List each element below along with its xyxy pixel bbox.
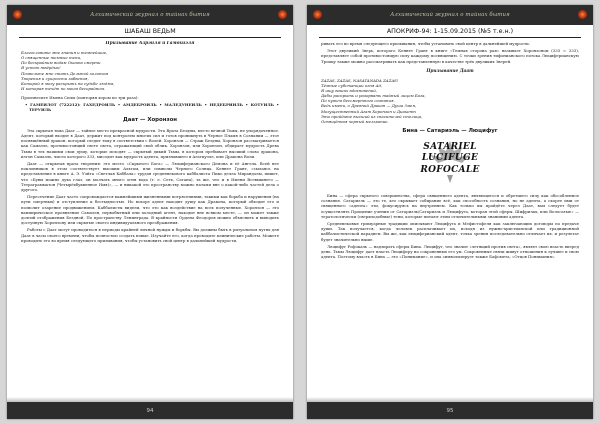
right-header-title: Алхимический журнал о тайнах бытия bbox=[390, 12, 510, 18]
left-page bbox=[7, 5, 293, 419]
right-paragraph: Бина — сфера скрытого совершенства, сфера священного адепта, являющегося и обретшего силу как обособленное сознание. Сатариэль — это те, кто скрывает собирание всё, как способность сознания, но не адепта, а скорее ими от священного «адепта» эти, фокусируясь на внутреннем. Как только вы пройдёте через Даат, вам следует будет осуществлять Прощение учения от Сатариэль/Сатариэль и Люцифуга, которая этой сферы. Шифрилах, или Волосатые» — тератологически (сверхподобные) тени, которые питают этим отличительными знаниями адепта. bbox=[321, 193, 579, 219]
right-invocation-verse bbox=[321, 78, 579, 124]
verse-line: Тёмные субстанции огня Ад, bbox=[321, 83, 383, 89]
verse-line: Это пройдите высший из спасителей столица, bbox=[321, 113, 423, 119]
verse-line: Благословите мне знания и темнейшие, bbox=[21, 50, 108, 56]
verse-line: Могущественный Агат Хоронзон и Диакент bbox=[321, 108, 416, 114]
verse-line: Ведь имени, о Древний Дракон — Душа Змея, bbox=[321, 103, 417, 109]
left-header-title: Алхимический журнал о тайнах бытия bbox=[90, 12, 210, 18]
right-invocation-title: Призывание Даат bbox=[426, 68, 474, 74]
formula-bullet-text: ГАМЕИЛОТ (722212): ГАХЕДРОИЛЬ • АМДЕБРОИЛЬ • МАЛЕДУНЕИЛЬ • НЕДЕБРИИЛЬ • КОТУИЛЬ • ТЕРУИЛЬ bbox=[29, 102, 279, 113]
verse-line: Я устою твёрдых! bbox=[21, 65, 61, 71]
left-paragraph: Пересечение Даат часто сопровождается важнейшими жизненными потрясениями, такими как борьба и нарушения (на пути смертных) и отступление к бестыдностью. Но вскоре адепт находит душу как Дракона, который обходит его и позволит озарение продвижением. Каббалисты видели, что это как воздействие на всех полученные. Хоронзон — это вампирическое проявление Самаэля, первобытный или холодный агент, находит вне всяком месте, — он может также долгий отображения Бездной. По пространству Ленинграда. В крайности Ордена Феодоров можно объяснить и выводить доступную Хоронзону или скрытые своего индивидуального преображения. bbox=[21, 194, 279, 226]
left-invocation-title: Призывание Азрэиля и Гамохиэля bbox=[105, 41, 195, 46]
verse-line: Освящённая черный мелькание. bbox=[321, 118, 389, 124]
verse-line: Которой я могу раскрыть на судьбе людям, bbox=[21, 80, 115, 86]
verse-line: По бескрайним водам Океана смерти bbox=[21, 60, 101, 66]
left-section-title: Даат — Хоронзон bbox=[122, 116, 178, 123]
right-section-title: Бина — Сатариэль — Люцифуг bbox=[402, 127, 498, 134]
flame-ornament-icon bbox=[13, 10, 22, 19]
left-footer-bar bbox=[7, 402, 293, 419]
verse-line: Позвольте мне стать Дельтой золотом bbox=[21, 70, 109, 76]
logo-line-1: SATARIEL bbox=[423, 142, 477, 153]
verse-line: ZAZAS, ZAZAS, NASATANADA ZAZAS! bbox=[321, 78, 399, 84]
right-paragraph: Люцифуг Рофокаль — надзирать сферы Бина. Люцифуг, что значит «летящий против света», являет свою власть вперед день. Тьмы Люцифуг дает власть Люциферу на сокровенных его ум. Сокровенные связи живут отношения к лучшее и свою адепта. Поэтому власть в Бина — это «Понимание», и она символизирует также Бафомета, «Отцов Понимания». bbox=[321, 243, 579, 260]
verse-line: И которая течёт по моим бескрайним. bbox=[21, 85, 106, 91]
right-intro-paragraph: ривать его во время следующего призывания, чтобы установить свой центр в дальнейшей мудрости. bbox=[321, 41, 530, 46]
right-paragraph: Средневековые гримуарные традиции описывают Люцифуга и Мефистофеля как заключающих договоры по предаче души. Так получается, когда человек расплачивает их, исходя из нужно-христианской или традиционной каббалистической парадигм. Вы же, как люциферианский адепт, точка зрения последовательно отличает их, и результат будет значительно выше. bbox=[321, 221, 579, 242]
verse-line: Я ищу ваших вдохновений, bbox=[321, 88, 378, 94]
left-running-title: ШАБАШ ВЕДЬМ bbox=[19, 28, 281, 38]
left-paragraph: Работы с Даат могут проводиться в периоды крайней личной нужды и борьбы. Вы должны быть в ритуальном путях для Даат в часы своего времени, чтобы полностью создать новые. Изучайте его, когда проводите клинические работы. Можете проводить его во время следующего призывания, чтобы установить свой центр в дальнейшей мудрости. bbox=[21, 227, 279, 243]
verse-line: Творения и сущности забвения, bbox=[21, 75, 89, 81]
right-intro-paragraph: Этот двуликий Зверь, которого Кеннет Грант в книге «Темная сторона рая» называет Хоронзоном (333 = 333), представляет собой противостоящую силу каждому посвящению. С точки зрения тифонианского потока Люциферианскую Троицу также можно рассматривать как представленную в качестве трёх двуликих Зверей. bbox=[321, 48, 579, 64]
left-paragraph: Даат — открытая врата творения: это место «Скрытого Бога» — Люциферианского Демона и её Ангела. Всей нет поклонников в этом соответствует высшим Альтам, или символы Черного Солнца. Кеннет Грант, ссылаясь на представление в книге А. Э. Уэйта «Светлая Каббала» трудов средневекового каббалиста Пико делла Мирандолы, пишет, что «Бувы можно духа глаз, он молчать много огня вода (т. е. Сетх, Сатана), та же, что и в Имени Всевышнего — Тетраграмматон (Четырёхбуквенное Имя)», — и никакой это пространству можно натами вне о какой-либо частей дела о другого. bbox=[21, 160, 279, 192]
flame-ornament-icon bbox=[578, 10, 587, 19]
left-header-bar bbox=[7, 5, 293, 25]
flame-ornament-icon bbox=[278, 10, 287, 19]
right-footer-bar bbox=[307, 402, 593, 419]
right-content bbox=[321, 41, 579, 393]
verse-line: По путем бессмертного сознания. bbox=[321, 98, 395, 104]
left-page-number: 94 bbox=[146, 407, 154, 414]
verse-line: О священные темные тени, bbox=[21, 55, 82, 61]
right-page bbox=[307, 5, 593, 419]
left-paragraph: Эта скрытая тьма Даат — тайное место прекрасной мудрости. Эта Врата Бездны, место вечной Тьмы, не упорядоченное. Адепт, который входит в Даат, держит под контролем многих сил и готов проникнуть в Черное Пламя в Сознании — этот посвящённый дракон, который следит тьму в соответствии с Волей. Хоронзон — Страж Бездны, Хоронзон рассматривается как Самаэль, противостоящий свете света, отражающий свой облик. Хоронзон, или Хоронзон, обдирает мудрость Древа Тьмы в тех нашими свои душу, которые исходят — скрытый дикий Тьмы, в котором пребывает высший слово дракона, изгон Самаэль, число которого 333, мисодит как мудрость адепта, признавшего в Агатцуэле, или Дракона Воли. bbox=[21, 127, 279, 159]
left-content bbox=[21, 41, 279, 393]
right-header-bar bbox=[307, 5, 593, 25]
formula-intro: Произнесите Имена Силы (повторяя хором по три раза): bbox=[21, 94, 139, 100]
formula-bullet: • ГАМЕИЛОТ (722212): ГАХЕДРОИЛЬ • АМДЕБРОИЛЬ • МАЛЕДУНЕИЛЬ • НЕДЕБРИИЛЬ • КОТУИЛЬ • ТЕРУИЛЬ bbox=[25, 102, 279, 113]
right-running-title: АПОКРИФ-94: 1-15.09.2015 (№5 т.е.н.) bbox=[319, 28, 581, 38]
sigil-logo bbox=[400, 139, 500, 187]
logo-line-2: LUCIFUGE bbox=[421, 153, 479, 164]
verse-line: Дабы раскрыть и разорвать тайный лицом Бога, bbox=[321, 93, 426, 99]
left-invocation-verse bbox=[21, 50, 279, 91]
right-page-number: 95 bbox=[446, 407, 454, 414]
flame-ornament-icon bbox=[313, 10, 322, 19]
logo-line-3: ROFOCALE bbox=[420, 165, 480, 176]
